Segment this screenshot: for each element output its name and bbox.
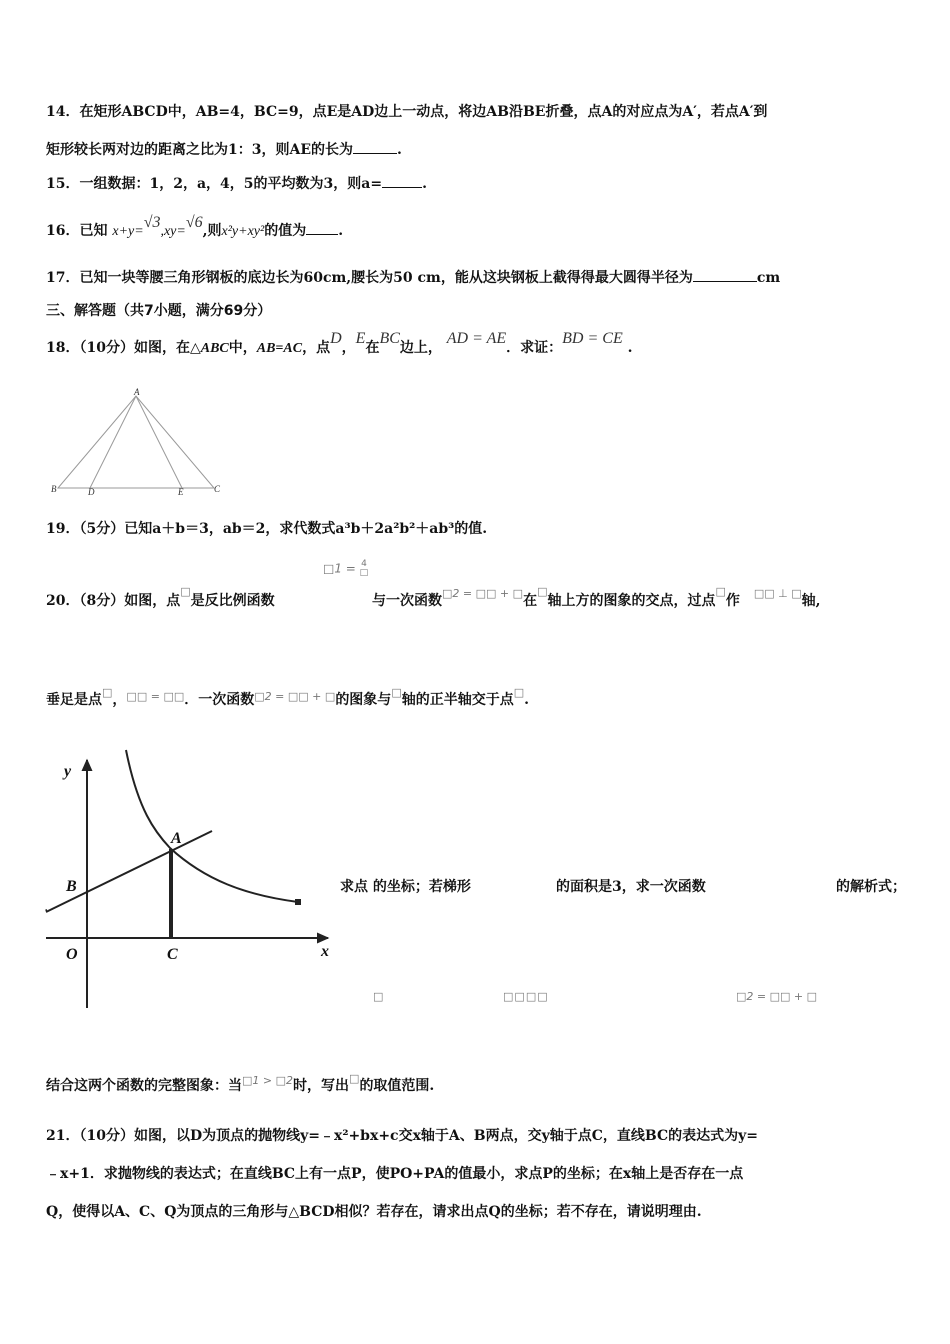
q17-line bbox=[46, 268, 780, 288]
missing-symbol: □ bbox=[391, 686, 402, 699]
label-A: A bbox=[134, 387, 140, 397]
q18-after: ，点 bbox=[302, 340, 331, 356]
label-C: C bbox=[167, 946, 178, 963]
q20-last3: 的取值范围. bbox=[359, 1078, 435, 1094]
axis-label-x: x bbox=[321, 943, 329, 960]
q18-mid: 中， bbox=[228, 340, 257, 356]
q20-line2e: 轴的正半轴交于点 bbox=[401, 692, 514, 708]
q20-y2-formula: □2 = □□ + □ bbox=[442, 587, 524, 600]
denominator-symbol: □ bbox=[359, 568, 369, 578]
q20-line2b: ， bbox=[112, 692, 127, 708]
q16-expr4: x²y+xy² bbox=[221, 224, 265, 239]
q18-E: E bbox=[355, 330, 366, 347]
q18-cond: AB=AC bbox=[256, 341, 303, 356]
q18-zai: 在 bbox=[365, 340, 380, 356]
q18-bian: 边上， bbox=[399, 340, 442, 356]
label-B: B bbox=[51, 484, 57, 494]
q20-graph bbox=[40, 750, 340, 1012]
q20-formula-y1: □1 = 4 □ bbox=[323, 559, 369, 578]
q17-unit: cm bbox=[756, 270, 781, 286]
curve-end-point bbox=[295, 899, 301, 905]
q20-line2 bbox=[46, 686, 529, 711]
q20-line1e: 轴上方的图象的交点，过点 bbox=[547, 593, 716, 609]
axis-label-y: y bbox=[64, 763, 72, 780]
q18-abc: ABC bbox=[200, 341, 229, 356]
q16-line bbox=[46, 214, 344, 242]
q20-last1: 结合这两个函数的完整图象：当 bbox=[46, 1078, 242, 1094]
q16-expr2: ,xy= bbox=[160, 224, 186, 239]
q20-y2-formula-2: □2 = □□ + □ bbox=[254, 690, 336, 703]
q18-BD-CE: BD = CE bbox=[562, 330, 623, 347]
q20-line1f: 作 bbox=[725, 593, 740, 609]
label-E: E bbox=[178, 487, 184, 497]
missing-symbol: □ bbox=[349, 1072, 360, 1085]
q16-prefix: 16．已知 bbox=[46, 223, 108, 239]
q20-line1a: 20．（8分）如图，点 bbox=[46, 593, 181, 609]
q15-line bbox=[46, 174, 427, 194]
q18-triangle-figure bbox=[46, 388, 236, 500]
q20-side4: 的解析式； bbox=[836, 879, 906, 895]
q16-sqrt6: √6 bbox=[185, 214, 203, 231]
q20-line2a: 垂足是点 bbox=[46, 692, 102, 708]
q20-orphan-a: □ bbox=[373, 990, 384, 1003]
label-A: A bbox=[171, 830, 182, 847]
stray-dot: . bbox=[44, 899, 49, 915]
q20-line2c: ．一次函数 bbox=[184, 692, 255, 708]
q20-line1c: 与一次函数 bbox=[372, 593, 442, 609]
q20-side-text bbox=[340, 877, 471, 897]
label-B: B bbox=[66, 878, 77, 895]
q16-end: . bbox=[338, 223, 344, 239]
q18-qiuzheng: ．求证： bbox=[506, 340, 563, 356]
q20-ineq: □1 > □2 bbox=[242, 1074, 294, 1087]
label-C: C bbox=[214, 484, 221, 494]
q14-line2-text: 矩形较长两对边的距离之比为1：3，则AE的长为 bbox=[46, 142, 354, 158]
q16-expr3: ,则 bbox=[202, 223, 222, 239]
q19-line: 19．（5分）已知a＋b＝3，ab＝2，求代数式a³b＋2a²b²＋ab³的值. bbox=[46, 521, 488, 537]
q20-eq-formula: □□ = □□ bbox=[126, 690, 185, 703]
q21-line3: Q，使得以A、C、Q为顶点的三角形与△BCD相似？若存在，请求出点Q的坐标；若不存在，请说明理由. bbox=[46, 1204, 702, 1220]
missing-symbol: □ bbox=[513, 686, 525, 699]
hyperbola-curve bbox=[126, 750, 298, 902]
q20-line2f: . bbox=[524, 692, 529, 708]
q18-AD-AE: AD = AE bbox=[446, 330, 507, 347]
linear-line bbox=[46, 831, 212, 912]
q18-BC: BC bbox=[379, 330, 400, 347]
q20-last-line bbox=[46, 1072, 435, 1097]
label-O: O bbox=[66, 946, 78, 963]
answer-blank bbox=[382, 174, 422, 188]
q18-prefix: 18．（10分）如图，在△ bbox=[46, 340, 201, 356]
q20-side2: 的坐标；若梯形 bbox=[372, 879, 471, 895]
missing-symbol: □ bbox=[537, 585, 548, 598]
q20-line1b: 是反比例函数 bbox=[190, 593, 275, 609]
q14-line2 bbox=[46, 140, 402, 160]
q16-expr1: x+y= bbox=[112, 224, 144, 239]
label-D: D bbox=[88, 487, 95, 497]
q20-orphan-y2: □2 = □□ + □ bbox=[736, 990, 818, 1003]
q20-perp-formula: □□ ⊥ □ bbox=[753, 587, 802, 600]
q20-side3: 的面积是3，求一次函数 bbox=[556, 879, 706, 895]
q20-orphan-oabc: □□□□ bbox=[503, 990, 549, 1003]
q14-line1: 14．在矩形ABCD中，AB=4，BC=9，点E是AD边上一动点，将边AB沿BE折叠，点A的对应点为A′，若点A′到 bbox=[46, 104, 768, 120]
answer-blank bbox=[306, 221, 338, 235]
missing-symbol: □ bbox=[715, 585, 726, 598]
q16-sqrt3: √3 bbox=[143, 214, 161, 231]
missing-symbol: □ bbox=[102, 686, 113, 699]
section-title: 三、解答题（共7小题，满分69分） bbox=[46, 303, 272, 319]
q17-text: 17．已知一块等腰三角形钢板的底边长为60cm,腰长为50 cm，能从这块钢板上截得得最大圆得半径为 bbox=[46, 270, 693, 286]
triangle-ABC bbox=[58, 396, 214, 488]
q15-end: . bbox=[422, 176, 427, 192]
q20-line2d: 的图象与 bbox=[335, 692, 392, 708]
answer-blank bbox=[353, 140, 397, 154]
q20-line1d: 在 bbox=[523, 593, 538, 609]
missing-symbol: □ bbox=[180, 585, 191, 598]
q18-end: . bbox=[627, 340, 633, 356]
q18-D: D bbox=[330, 330, 342, 347]
q15-text: 15．一组数据：1，2，a，4，5的平均数为3，则a= bbox=[46, 176, 383, 192]
q16-suffix: 的值为 bbox=[264, 223, 307, 239]
q20-line1-rest bbox=[372, 585, 821, 612]
answer-blank bbox=[693, 268, 757, 282]
q21-line2: ﹣x+1．求抛物线的表达式；在直线BC上有一点P，使PO+PA的值最小，求点P的坐标；在x轴上是否存在一点 bbox=[46, 1166, 744, 1182]
q20-line1g: 轴, bbox=[801, 593, 821, 609]
q14-end: . bbox=[397, 142, 402, 158]
q20-side4-wrap bbox=[836, 877, 906, 897]
q20-side1: 求点 bbox=[340, 879, 368, 895]
y1-symbol: □ bbox=[323, 561, 335, 576]
q18-line bbox=[46, 330, 633, 359]
q20-last2: 时，写出 bbox=[293, 1078, 350, 1094]
q18-comma: ， bbox=[341, 340, 356, 356]
q20-side3-wrap bbox=[556, 877, 706, 897]
q20-line1 bbox=[46, 585, 275, 612]
q21-line1: 21．（10分）如图，以D为顶点的抛物线y=﹣x²+bx+c交x轴于A、B两点，交y轴于点C，直线BC的表达式为y= bbox=[46, 1128, 758, 1144]
